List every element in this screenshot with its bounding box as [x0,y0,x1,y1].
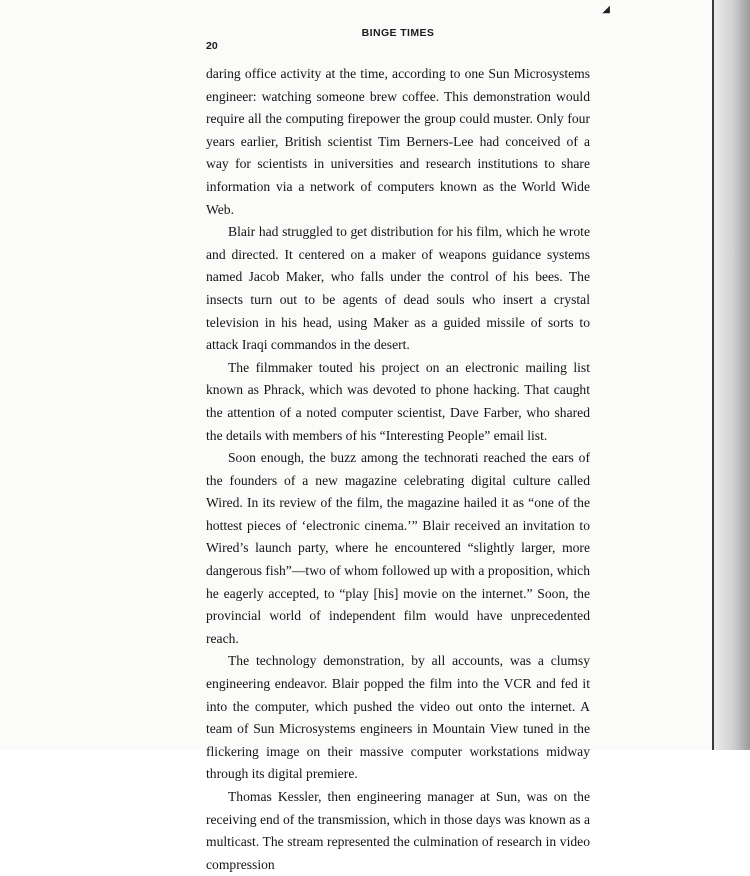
running-head: BINGE TIMES [361,27,435,39]
paragraph-2: Blair had struggled to get distribution for his film, which he wrote and directed. It centered on a maker of weapons guidance systems named Jacob Maker, who falls under the control of his bees. The insects turn out to be agents of dead souls who insert a crystal television in his head, using Maker as a guided missile of sorts to attack Iraqi commandos in the desert. [206,224,590,353]
paragraph-3: The filmmaker touted his project on an electronic mailing list known as Phrack, which was devoted to phone hacking. That caught the attention of a noted computer scientist, Dave Farber, who shared the details with members of his “Interesting People” email list. [206,359,590,443]
page-edge-line [712,0,714,750]
page-number: 20 [206,40,218,52]
corner-mark-icon: ◢ [602,4,610,15]
page-edge-shadow [714,0,750,750]
paragraph-4: Soon enough, the buzz among the technorati reached the ears of the founders of a new magazine celebrating digital culture called Wired. In its review of the film, the magazine hailed it as “one of the hottest pieces of ‘electronic cinema.’” Blair received an invitation to Wired’s launch party, where he encountered “slightly larger, more dangerous fish”—two of whom followed up with a proposition, which he eagerly accepted, to “play [his] movie on the internet.” Soon, the provincial world of independent film would have unprecedented reach. [206,450,590,646]
paragraph-1: daring office activity at the time, according to one Sun Microsystems engineer: watching someone brew coffee. This demonstration would require all the computing firepower the group could muster. Only four years earlier, British scientist Tim Berners-Lee had conceived of a way for scientists in universities and research institutions to share information via a network of computers known as the World Wide Web. [206,66,590,217]
body-text [206,63,590,876]
paragraph-5: The technology demonstration, by all accounts, was a clumsy engineering endeavor. Blair popped the film into the VCR and fed it into the computer, which pushed the video out onto the internet. A team of Sun Microsystems engineers in Mountain View tuned in the flickering image on their massive computer workstations midway through its digital premiere. [206,653,590,782]
paragraph-6: Thomas Kessler, then engineering manager at Sun, was on the receiving end of the transmission, which in those days was known as a multicast. The stream represented the culmination of research in video compression [206,789,590,872]
